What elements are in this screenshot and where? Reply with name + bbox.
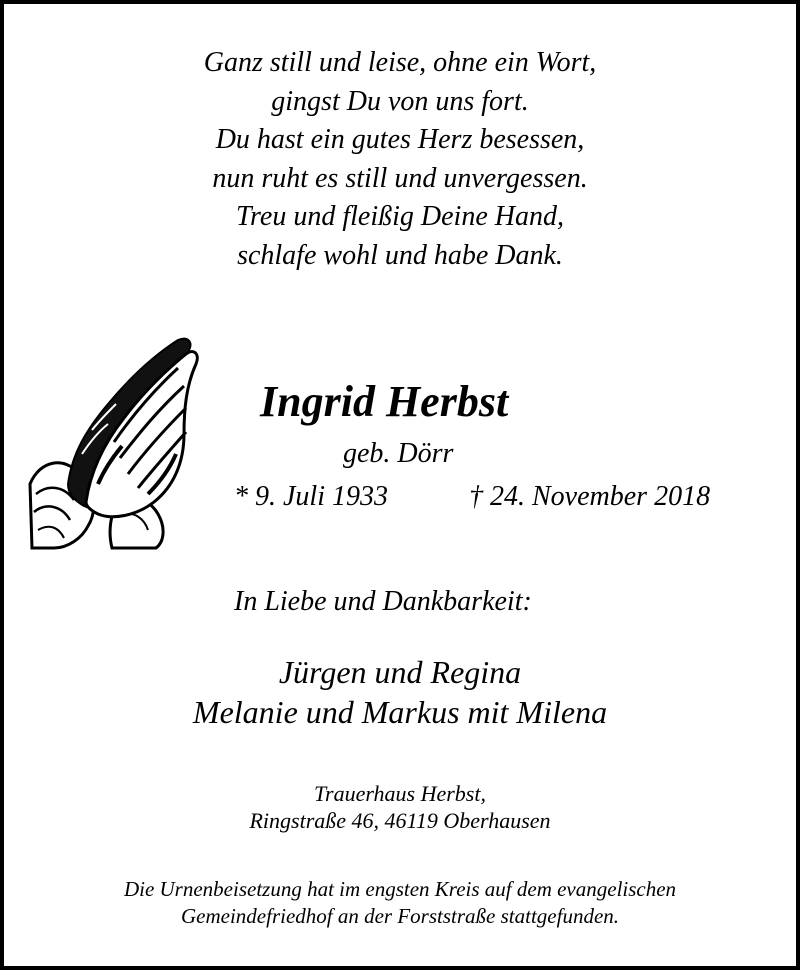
death-date: † 24. November 2018: [469, 481, 711, 512]
burial-note: [4, 876, 796, 930]
mourning-address: [4, 780, 796, 834]
note-line: Die Urnenbeisetzung hat im engsten Kreis auf dem evangelischen: [123, 877, 677, 901]
poem-line: schlafe wohl und habe Dank.: [237, 239, 563, 271]
birth-date: * 9. Juli 1933: [234, 481, 388, 512]
family-names: [4, 652, 796, 732]
poem-line: Ganz still und leise, ohne ein Wort,: [203, 47, 597, 78]
poem-line: gingst Du von uns fort.: [271, 85, 529, 117]
poem: [4, 44, 796, 275]
praying-hands-icon: [28, 334, 200, 550]
note-line: Gemeindefriedhof an der Forststraße stattgefunden.: [180, 904, 620, 928]
address-line: Ringstraße 46, 46119 Oberhausen: [249, 808, 551, 833]
poem-line: Du hast ein gutes Herz besessen,: [215, 124, 585, 155]
tribute-line: In Liebe und Dankbarkeit:: [234, 586, 532, 617]
maiden-name: geb. Dörr: [343, 438, 454, 469]
address-line: Trauerhaus Herbst,: [314, 781, 486, 806]
family-line: Jürgen und Regina: [278, 654, 522, 690]
family-line: Melanie und Markus mit Milena: [192, 694, 608, 730]
poem-line: nun ruht es still und unvergessen.: [212, 162, 588, 194]
poem-line: Treu und fleißig Deine Hand,: [236, 201, 564, 232]
deceased-name: Ingrid Herbst: [260, 377, 509, 426]
